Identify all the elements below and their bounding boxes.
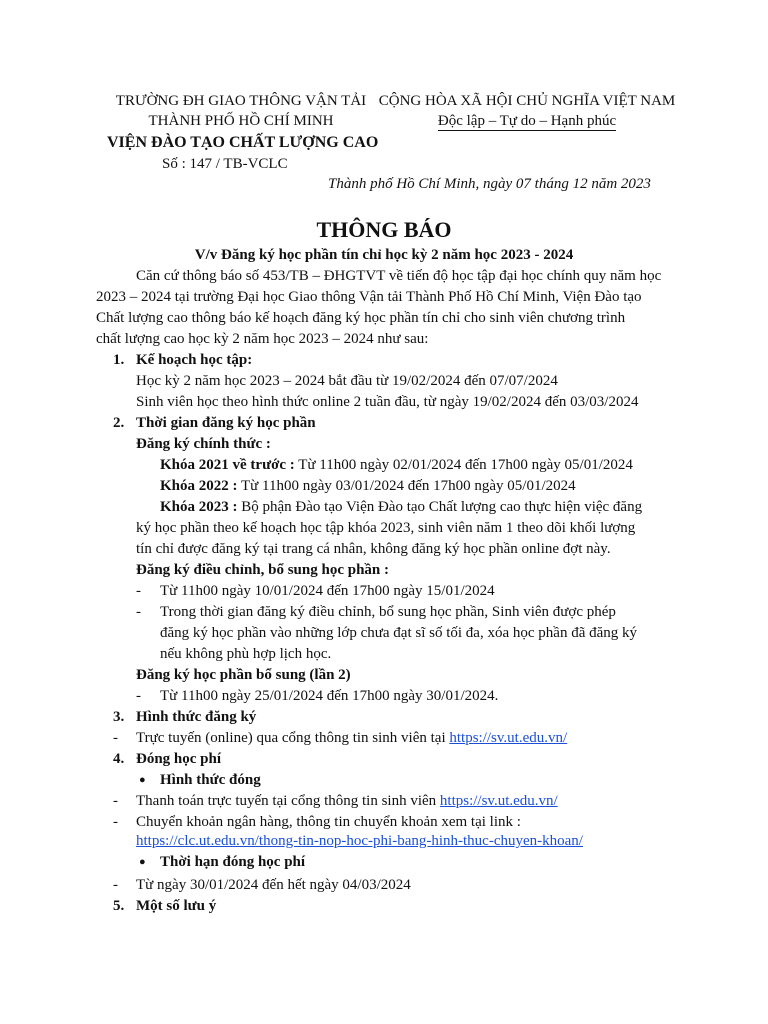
cohort-2021-label: Khóa 2021 về trước : — [160, 457, 295, 473]
document-number: Số : 147 / TB-VCLC — [162, 156, 288, 172]
dash-marker: - — [113, 793, 118, 809]
school-name-line2: THÀNH PHỐ HỒ CHÍ MINH — [148, 113, 334, 129]
page-title: THÔNG BÁO — [316, 217, 452, 242]
dash-marker: - — [113, 814, 118, 830]
payment-method-item-1-text: Thanh toán trực tuyến tại cổng thông tin sinh viên — [136, 793, 440, 809]
section-1-line-1: Học kỳ 2 năm học 2023 – 2024 bắt đầu từ 19/02/2024 đến 07/07/2024 — [136, 373, 558, 389]
cohort-2022-text: Từ 11h00 ngày 03/01/2024 đến 17h00 ngày 05/01/2024 — [237, 478, 576, 494]
bank-transfer-info-link[interactable]: https://clc.ut.edu.vn/thong-tin-nop-hoc-phi-bang-hinh-thuc-chuyen-khoan/ — [136, 833, 583, 849]
bullet-icon: ● — [139, 856, 146, 868]
page-subtitle: V/v Đăng ký học phần tín chỉ học kỳ 2 năm học 2023 - 2024 — [194, 247, 574, 263]
dash-marker: - — [136, 688, 141, 704]
cohort-2021-text: Từ 11h00 ngày 02/01/2024 đến 17h00 ngày 05/01/2024 — [294, 457, 633, 473]
bullet-icon: ● — [139, 774, 146, 786]
section-3-heading: Hình thức đăng ký — [136, 709, 257, 725]
cohort-2022-label: Khóa 2022 : — [160, 478, 238, 494]
payment-deadline-heading: Thời hạn đóng học phí — [160, 854, 306, 870]
cohort-2023-line — [160, 497, 642, 517]
section-1-line-2: Sinh viên học theo hình thức online 2 tuần đầu, từ ngày 19/02/2024 đến 03/03/2024 — [136, 394, 639, 410]
payment-portal-link[interactable]: https://sv.ut.edu.vn/ — [439, 793, 558, 809]
national-motto — [372, 111, 682, 131]
cohort-2023-label: Khóa 2023 : — [160, 499, 238, 515]
cohort-2023-text: Bộ phận Đào tạo Viện Đào tạo Chất lượng cao thực hiện việc đăng — [237, 499, 643, 515]
section-3-item-text: Trực tuyến (online) qua cổng thông tin sinh viên tại — [136, 730, 450, 746]
adjust-item-2-line-1: Trong thời gian đăng ký điều chỉnh, bổ sung học phần, Sinh viên được phép — [160, 604, 616, 620]
payment-method-item-2-text: Chuyển khoản ngân hàng, thông tin chuyển khoản xem tại link : — [136, 814, 521, 830]
section-2-heading: Thời gian đăng ký học phần — [136, 415, 316, 431]
section-2-number: 2. — [113, 415, 125, 431]
dash-marker: - — [113, 730, 118, 746]
payment-deadline-item: Từ ngày 30/01/2024 đến hết ngày 04/03/2024 — [136, 877, 411, 893]
section-5-heading: Một số lưu ý — [136, 898, 217, 914]
school-name-line1: TRƯỜNG ĐH GIAO THÔNG VẬN TẢI — [115, 93, 367, 109]
national-title: CỘNG HÒA XÃ HỘI CHỦ NGHĨA VIỆT NAM — [378, 93, 676, 109]
date-line: Thành phố Hồ Chí Minh, ngày 07 tháng 12 năm 2023 — [328, 176, 651, 192]
section-5-number: 5. — [113, 898, 125, 914]
section-3-number: 3. — [113, 709, 125, 725]
cohort-2022-line — [160, 476, 576, 496]
dash-marker: - — [113, 877, 118, 893]
dash-marker: - — [136, 604, 141, 620]
payment-method-item-1 — [136, 791, 558, 811]
national-motto-text: Độc lập – Tự do – Hạnh phúc — [437, 113, 617, 129]
adjust-registration-heading: Đăng ký điều chỉnh, bổ sung học phần : — [136, 562, 390, 578]
student-portal-link[interactable]: https://sv.ut.edu.vn/ — [449, 730, 568, 746]
dash-marker: - — [136, 583, 141, 599]
adjust-item-2-line-2: đăng ký học phần vào những lớp chưa đạt sĩ số tối đa, xóa học phần đã đăng ký — [160, 625, 638, 641]
extra-item-1: Từ 11h00 ngày 25/01/2024 đến 17h00 ngày 30/01/2024. — [160, 688, 499, 704]
section-3-item — [136, 728, 567, 748]
intro-line-2: 2023 – 2024 tại trường Đại học Giao thông Vận tải Thành Phố Hồ Chí Minh, Viện Đào tạo — [96, 289, 642, 305]
cohort-2021-line — [160, 455, 633, 475]
official-registration-heading: Đăng ký chính thức : — [136, 436, 271, 452]
payment-method-heading: Hình thức đóng — [160, 772, 261, 788]
intro-line-1: Căn cứ thông báo số 453/TB – ĐHGTVT về tiến độ học tập đại học chính quy năm học — [136, 268, 662, 284]
adjust-item-2-line-3: nếu không phù hợp lịch học. — [160, 646, 332, 662]
cohort-2023-line-2: ký học phần theo kế hoạch học tập khóa 2023, sinh viên năm 1 theo dõi khối lượng — [136, 520, 636, 536]
cohort-2023-line-3: tín chỉ được đăng ký tại trang cá nhân, không đăng ký học phần online đợt này. — [136, 541, 611, 557]
intro-line-3: Chất lượng cao thông báo kế hoạch đăng ký học phần tín chỉ cho sinh viên chương trình — [96, 310, 626, 326]
section-4-number: 4. — [113, 751, 125, 767]
section-1-number: 1. — [113, 352, 125, 368]
section-4-heading: Đóng học phí — [136, 751, 222, 767]
section-1-heading: Kế hoạch học tập: — [136, 352, 253, 368]
institute-name: VIỆN ĐÀO TẠO CHẤT LƯỢNG CAO — [107, 134, 379, 151]
extra-registration-heading: Đăng ký học phần bổ sung (lần 2) — [136, 667, 351, 683]
intro-line-4: chất lượng cao học kỳ 2 năm học 2023 – 2024 như sau: — [96, 331, 429, 347]
adjust-item-1: Từ 11h00 ngày 10/01/2024 đến 17h00 ngày 15/01/2024 — [160, 583, 495, 599]
